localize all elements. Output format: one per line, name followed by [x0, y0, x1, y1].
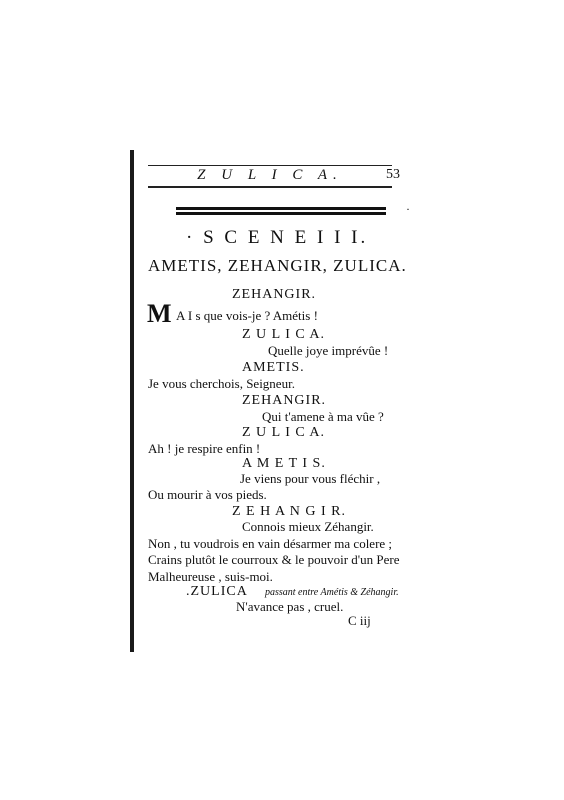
header-rule-bottom: [148, 186, 392, 188]
page-number: 53: [386, 167, 400, 182]
verse-line: Connois mieux Zéhangir.: [242, 519, 374, 534]
scene-heading: · S C E N E I I I.: [186, 227, 369, 248]
stage-direction: passant entre Amétis & Zéhangir.: [265, 587, 399, 598]
speaker-name: ZEHANGIR.: [242, 393, 327, 408]
ornament-rule: [176, 207, 386, 210]
catchword: C iij: [348, 613, 371, 628]
speaker-name: Z E H A N G I R.: [232, 504, 346, 519]
verse-line: Qui t'amene à ma vûe ?: [262, 409, 384, 424]
cast-list: AMETIS, ZEHANGIR, ZULICA.: [148, 256, 407, 275]
verse-line: Je vous cherchois, Seigneur.: [148, 376, 295, 391]
ornament-rule: [176, 212, 386, 215]
verse-line: N'avance pas , cruel.: [236, 599, 344, 614]
verse-line: Je viens pour vous fléchir ,: [240, 471, 381, 486]
verse-line: Ou mourir à vos pieds.: [148, 487, 267, 502]
verse-line: Quelle joye imprévûe !: [268, 343, 389, 358]
running-title: Z U L I C A.: [197, 167, 343, 183]
speaker-name: Z U L I C A.: [242, 327, 326, 342]
page-spine-edge: [130, 150, 134, 652]
speaker-name: AMETIS.: [242, 360, 305, 375]
speaker-name: ZEHANGIR.: [232, 287, 317, 302]
verse-line: Crains plutôt le courroux & le pouvoir d'un Pere: [148, 552, 400, 567]
speaker-name: A M E T I S.: [242, 456, 326, 471]
speaker-name: .ZULICA: [186, 584, 248, 599]
drop-cap: M: [147, 299, 172, 328]
verse-line: A I s que vois-je ? Amétis !: [176, 308, 318, 323]
verse-line: Ah ! je respire enfin !: [148, 441, 261, 456]
speaker-name: Z U L I C A.: [242, 425, 326, 440]
verse-line: Malheureuse , suis-moi.: [148, 569, 273, 584]
ornament-mark: ·: [406, 202, 410, 216]
verse-line: Non , tu voudrois en vain désarmer ma colere ;: [148, 536, 393, 551]
